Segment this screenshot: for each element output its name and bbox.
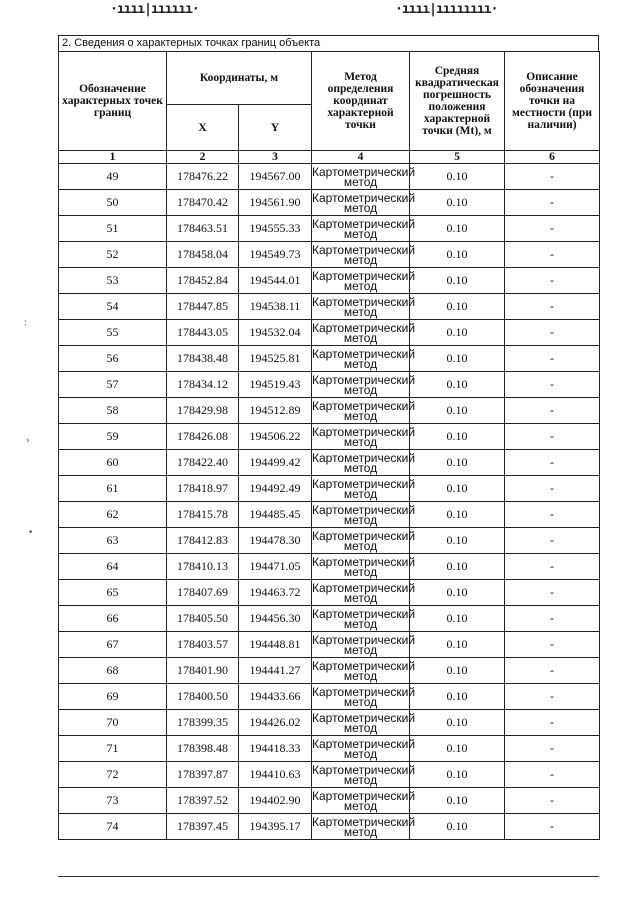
method-cell: Картометрический метод (312, 580, 416, 605)
error-cell: 0.10 (410, 294, 505, 320)
description-cell: - (505, 762, 600, 788)
description-cell: - (505, 450, 600, 476)
error-cell: 0.10 (410, 502, 505, 528)
description-cell: - (505, 424, 600, 450)
column-number: 3 (239, 151, 312, 164)
description-cell: - (505, 242, 600, 268)
table-row (59, 684, 600, 710)
y-cell: 194538.11 (239, 294, 312, 320)
table-row (59, 554, 600, 580)
y-cell: 194561.90 (239, 190, 312, 216)
error-cell: 0.10 (410, 788, 505, 814)
error-cell: 0.10 (410, 554, 505, 580)
method-cell: Картометрический метод (312, 320, 416, 345)
x-cell: 178405.50 (167, 606, 239, 632)
column-number: 1 (59, 151, 167, 164)
error-cell: 0.10 (410, 164, 505, 190)
error-cell: 0.10 (410, 814, 505, 840)
table-row (59, 580, 600, 606)
point-cell: 68 (59, 658, 167, 684)
header-y: Y (239, 105, 312, 151)
table-row (59, 762, 600, 788)
table-row (59, 710, 600, 736)
x-cell: 178426.08 (167, 424, 239, 450)
method-cell: Картометрический метод (312, 606, 416, 631)
point-cell: 55 (59, 320, 167, 346)
method-cell: Картометрический метод (312, 476, 416, 501)
description-cell: - (505, 684, 600, 710)
y-cell: 194512.89 (239, 398, 312, 424)
description-cell: - (505, 528, 600, 554)
error-cell: 0.10 (410, 450, 505, 476)
x-cell: 178418.97 (167, 476, 239, 502)
point-cell: 71 (59, 736, 167, 762)
y-cell: 194410.63 (239, 762, 312, 788)
point-cell: 54 (59, 294, 167, 320)
description-cell: - (505, 788, 600, 814)
table-row (59, 814, 600, 840)
x-cell: 178407.69 (167, 580, 239, 606)
table-row (59, 476, 600, 502)
point-cell: 58 (59, 398, 167, 424)
table-row (59, 788, 600, 814)
description-cell: - (505, 736, 600, 762)
y-cell: 194471.05 (239, 554, 312, 580)
description-cell: - (505, 606, 600, 632)
point-cell: 66 (59, 606, 167, 632)
scan-speck: › (26, 436, 30, 446)
description-cell: - (505, 580, 600, 606)
description-cell: - (505, 320, 600, 346)
x-cell: 178397.45 (167, 814, 239, 840)
point-cell: 74 (59, 814, 167, 840)
point-cell: 65 (59, 580, 167, 606)
description-cell: - (505, 554, 600, 580)
y-cell: 194441.27 (239, 658, 312, 684)
table-row (59, 242, 600, 268)
y-cell: 194463.72 (239, 580, 312, 606)
description-cell: - (505, 632, 600, 658)
x-cell: 178447.85 (167, 294, 239, 320)
method-cell: Картометрический метод (312, 398, 416, 423)
point-cell: 70 (59, 710, 167, 736)
error-cell: 0.10 (410, 710, 505, 736)
description-cell: - (505, 502, 600, 528)
point-cell: 63 (59, 528, 167, 554)
y-cell: 194402.90 (239, 788, 312, 814)
method-cell: Картометрический метод (312, 242, 416, 267)
y-cell: 194485.45 (239, 502, 312, 528)
method-cell: Картометрический метод (312, 658, 416, 683)
error-cell: 0.10 (410, 190, 505, 216)
scan-mark-left: ·ıııı|ıııııı· (110, 2, 199, 17)
x-cell: 178399.35 (167, 710, 239, 736)
boundary-points-table (58, 51, 600, 840)
error-cell: 0.10 (410, 684, 505, 710)
y-cell: 194426.02 (239, 710, 312, 736)
method-cell: Картометрический метод (312, 372, 416, 397)
point-cell: 62 (59, 502, 167, 528)
method-cell: Картометрический метод (312, 554, 416, 579)
error-cell: 0.10 (410, 528, 505, 554)
table-row (59, 632, 600, 658)
x-cell: 178403.57 (167, 632, 239, 658)
y-cell: 194418.33 (239, 736, 312, 762)
header-description: Описание обозначения точки на местности (при наличии) (505, 52, 600, 151)
method-cell: Картометрический метод (312, 294, 416, 319)
description-cell: - (505, 398, 600, 424)
scan-speck: : (24, 318, 28, 328)
x-cell: 178434.12 (167, 372, 239, 398)
point-cell: 56 (59, 346, 167, 372)
description-cell: - (505, 268, 600, 294)
method-cell: Картометрический метод (312, 710, 416, 735)
point-cell: 60 (59, 450, 167, 476)
x-cell: 178443.05 (167, 320, 239, 346)
bottom-rule (58, 876, 599, 877)
error-cell: 0.10 (410, 580, 505, 606)
y-cell: 194448.81 (239, 632, 312, 658)
point-cell: 50 (59, 190, 167, 216)
error-cell: 0.10 (410, 320, 505, 346)
method-cell: Картометрический метод (312, 424, 416, 449)
point-cell: 53 (59, 268, 167, 294)
error-cell: 0.10 (410, 424, 505, 450)
method-cell: Картометрический метод (312, 450, 416, 475)
description-cell: - (505, 346, 600, 372)
description-cell: - (505, 476, 600, 502)
y-cell: 194555.33 (239, 216, 312, 242)
x-cell: 178397.52 (167, 788, 239, 814)
error-cell: 0.10 (410, 398, 505, 424)
scan-speck: • (28, 528, 34, 538)
error-cell: 0.10 (410, 346, 505, 372)
y-cell: 194567.00 (239, 164, 312, 190)
y-cell: 194525.81 (239, 346, 312, 372)
y-cell: 194478.30 (239, 528, 312, 554)
point-cell: 72 (59, 762, 167, 788)
x-cell: 178452.84 (167, 268, 239, 294)
table-row (59, 346, 600, 372)
y-cell: 194549.73 (239, 242, 312, 268)
description-cell: - (505, 372, 600, 398)
x-cell: 178415.78 (167, 502, 239, 528)
x-cell: 178429.98 (167, 398, 239, 424)
method-cell: Картометрический метод (312, 736, 416, 761)
method-cell: Картометрический метод (312, 684, 416, 709)
y-cell: 194433.66 (239, 684, 312, 710)
x-cell: 178398.48 (167, 736, 239, 762)
y-cell: 194519.43 (239, 372, 312, 398)
header-error: Средняя квадратическая погрешность положения характерной точки (Mt), м (410, 52, 505, 151)
point-cell: 61 (59, 476, 167, 502)
boundary-points-section (58, 35, 599, 840)
method-cell: Картометрический метод (312, 164, 416, 189)
x-cell: 178397.87 (167, 762, 239, 788)
point-cell: 57 (59, 372, 167, 398)
x-cell: 178422.40 (167, 450, 239, 476)
table-row (59, 528, 600, 554)
y-cell: 194544.01 (239, 268, 312, 294)
x-cell: 178401.90 (167, 658, 239, 684)
table-row (59, 398, 600, 424)
error-cell: 0.10 (410, 632, 505, 658)
error-cell: 0.10 (410, 606, 505, 632)
method-cell: Картометрический метод (312, 190, 416, 215)
y-cell: 194506.22 (239, 424, 312, 450)
scan-mark-right: ·ıııı|ıııııııı· (395, 2, 498, 17)
point-cell: 59 (59, 424, 167, 450)
table-row (59, 502, 600, 528)
header-method: Метод определения координат характерной точки (312, 52, 410, 151)
x-cell: 178458.04 (167, 242, 239, 268)
description-cell: - (505, 164, 600, 190)
error-cell: 0.10 (410, 216, 505, 242)
page-top-marks (0, 2, 635, 20)
description-cell: - (505, 814, 600, 840)
table-row (59, 450, 600, 476)
x-cell: 178438.48 (167, 346, 239, 372)
x-cell: 178412.83 (167, 528, 239, 554)
y-cell: 194492.49 (239, 476, 312, 502)
point-cell: 52 (59, 242, 167, 268)
method-cell: Картометрический метод (312, 632, 416, 657)
method-cell: Картометрический метод (312, 346, 416, 371)
y-cell: 194456.30 (239, 606, 312, 632)
table-row (59, 190, 600, 216)
y-cell: 194395.17 (239, 814, 312, 840)
description-cell: - (505, 190, 600, 216)
method-cell: Картометрический метод (312, 502, 416, 527)
error-cell: 0.10 (410, 658, 505, 684)
table-row (59, 164, 600, 190)
error-cell: 0.10 (410, 762, 505, 788)
y-cell: 194499.42 (239, 450, 312, 476)
description-cell: - (505, 710, 600, 736)
header-point: Обозначение характерных точек границ (59, 52, 167, 151)
column-number-row (59, 151, 600, 164)
y-cell: 194532.04 (239, 320, 312, 346)
table-row (59, 216, 600, 242)
method-cell: Картометрический метод (312, 762, 416, 787)
table-row (59, 658, 600, 684)
header-coordinates: Координаты, м (167, 52, 312, 105)
error-cell: 0.10 (410, 736, 505, 762)
point-cell: 73 (59, 788, 167, 814)
method-cell: Картометрический метод (312, 268, 416, 293)
x-cell: 178400.50 (167, 684, 239, 710)
x-cell: 178470.42 (167, 190, 239, 216)
point-cell: 64 (59, 554, 167, 580)
point-cell: 67 (59, 632, 167, 658)
method-cell: Картометрический метод (312, 814, 416, 839)
error-cell: 0.10 (410, 242, 505, 268)
description-cell: - (505, 658, 600, 684)
table-row (59, 372, 600, 398)
section-title: 2. Сведения о характерных точках границ объекта (58, 35, 599, 51)
x-cell: 178410.13 (167, 554, 239, 580)
error-cell: 0.10 (410, 372, 505, 398)
error-cell: 0.10 (410, 476, 505, 502)
column-number: 2 (167, 151, 239, 164)
error-cell: 0.10 (410, 268, 505, 294)
method-cell: Картометрический метод (312, 216, 416, 241)
column-number: 5 (410, 151, 505, 164)
table-row (59, 268, 600, 294)
table-row (59, 294, 600, 320)
table-row (59, 424, 600, 450)
point-cell: 49 (59, 164, 167, 190)
table-row (59, 606, 600, 632)
header-x: X (167, 105, 239, 151)
x-cell: 178476.22 (167, 164, 239, 190)
point-cell: 51 (59, 216, 167, 242)
description-cell: - (505, 216, 600, 242)
column-number: 4 (312, 151, 410, 164)
column-number: 6 (505, 151, 600, 164)
method-cell: Картометрический метод (312, 528, 416, 553)
table-row (59, 320, 600, 346)
x-cell: 178463.51 (167, 216, 239, 242)
point-cell: 69 (59, 684, 167, 710)
description-cell: - (505, 294, 600, 320)
table-row (59, 736, 600, 762)
method-cell: Картометрический метод (312, 788, 416, 813)
